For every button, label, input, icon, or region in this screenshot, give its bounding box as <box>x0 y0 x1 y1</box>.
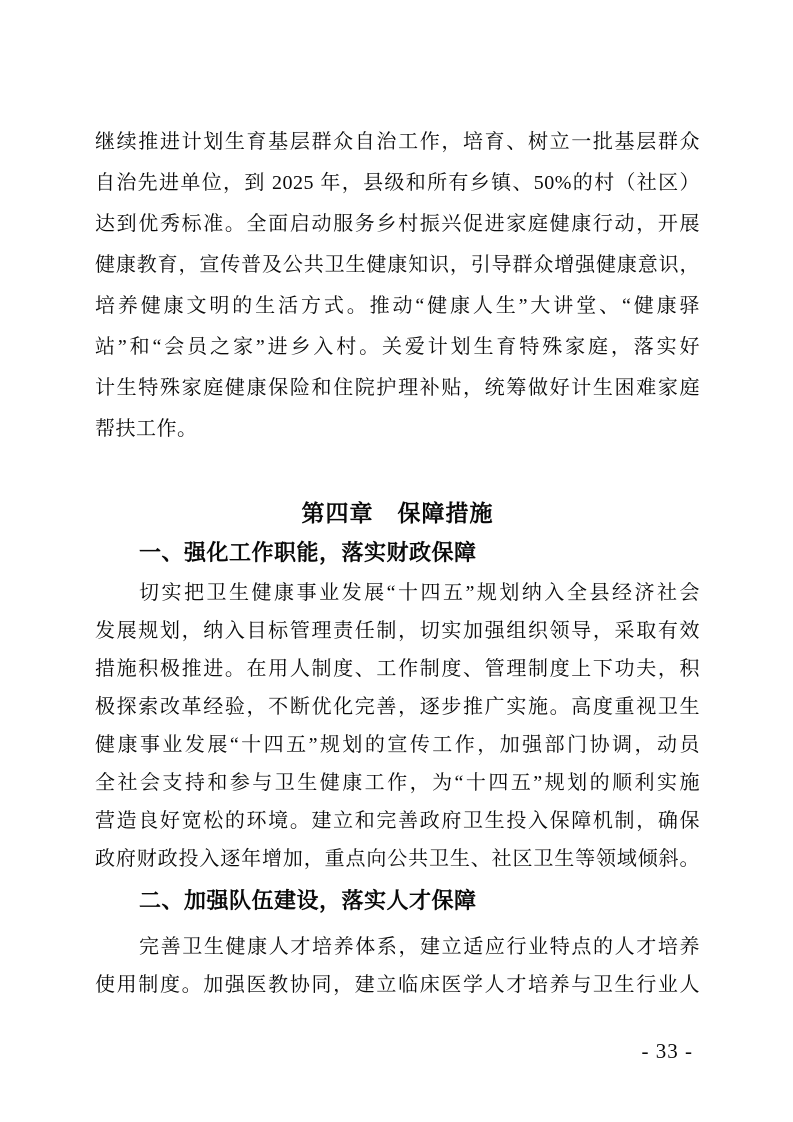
text-line: 发展规划，纳入目标管理责任制，切实加强组织领导，采取有效 <box>95 620 700 642</box>
document-content <box>95 122 700 1004</box>
text-line: 帮扶工作。 <box>95 418 198 440</box>
text-line: 使用制度。加强医教协同，建立临床医学人才培养与卫生行业人 <box>95 974 700 996</box>
text-line: 完善卫生健康人才培养体系，建立适应行业特点的人才培养 <box>139 936 700 958</box>
paragraph-section-1 <box>95 574 700 878</box>
section-heading-2: 二、加强队伍建设，落实人才保障 <box>139 888 477 913</box>
paragraph-section-2 <box>95 928 700 1004</box>
text-line: 达到优秀标准。全面启动服务乡村振兴促进家庭健康行动，开展 <box>95 213 700 235</box>
text-line: 计生特殊家庭健康保险和住院护理补贴，统筹做好计生困难家庭 <box>95 377 700 399</box>
text-line: 健康事业发展“十四五”规划的宣传工作，加强部门协调，动员 <box>95 734 700 756</box>
text-line: 措施积极推进。在用人制度、工作制度、管理制度上下功夫，积 <box>95 658 700 680</box>
chapter-heading: 第四章 保障措施 <box>301 500 494 526</box>
text-line: 自治先进单位，到 2025 年，县级和所有乡镇、50%的村（社区） <box>95 172 700 194</box>
text-line: 健康教育，宣传普及公共卫生健康知识，引导群众增强健康意识， <box>95 254 700 276</box>
section-heading-1: 一、强化工作职能，落实财政保障 <box>139 540 477 565</box>
text-line: 切实把卫生健康事业发展“十四五”规划纳入全县经济社会 <box>139 582 700 604</box>
text-line: 营造良好宽松的环境。建立和完善政府卫生投入保障机制，确保 <box>95 810 700 832</box>
text-line: 继续推进计划生育基层群众自治工作，培育、树立一批基层群众 <box>95 131 700 153</box>
text-line: 全社会支持和参与卫生健康工作，为“十四五”规划的顺利实施 <box>95 772 700 794</box>
text-line: 极探索改革经验，不断优化完善，逐步推广实施。高度重视卫生 <box>95 696 700 718</box>
text-line: 站”和“会员之家”进乡入村。关爱计划生育特殊家庭，落实好 <box>95 336 700 358</box>
page-number: - 33 - <box>641 1039 693 1063</box>
text-line: 培养健康文明的生活方式。推动“健康人生”大讲堂、“健康驿 <box>95 295 700 317</box>
paragraph-continuation <box>95 122 700 450</box>
text-line: 政府财政投入逐年增加，重点向公共卫生、社区卫生等领域倾斜。 <box>95 848 700 870</box>
